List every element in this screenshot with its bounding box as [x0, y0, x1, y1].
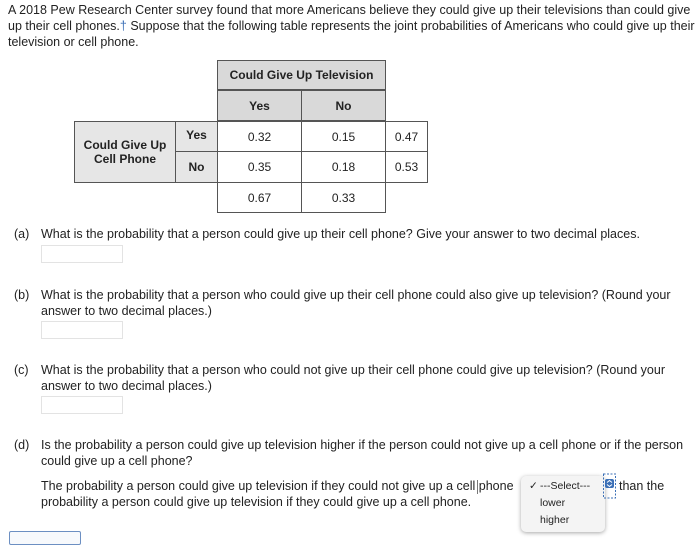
question-d-sentence-line2: probability a person could give up television if they could give up a cell phone.: [41, 495, 472, 509]
row-header-no: No: [175, 151, 218, 183]
dropdown-option-select-label: ---Select---: [540, 480, 591, 492]
intro-text: A 2018 Pew Research Center survey found that more Americans believe they could give up their televisions than could give up their cell phones.: [8, 3, 691, 33]
cell-no-no: 0.18: [301, 151, 386, 183]
dropdown-option-select[interactable]: [521, 478, 605, 494]
question-d-text: Is the probability a person could give up television higher if the person could not give up a cell phone or if the person could give up a cell phone?: [41, 438, 684, 468]
dropdown-option-lower[interactable]: [521, 495, 605, 511]
question-a-text: What is the probability that a person could give up their cell phone? Give your answer to two decimal places.: [41, 227, 640, 241]
question-c-label: (c): [14, 363, 29, 377]
question-d-label: (d): [14, 438, 30, 452]
col-header-yes: Yes: [217, 90, 302, 121]
footnote-dagger-link[interactable]: †: [119, 19, 127, 33]
cell-total-yes: 0.67: [217, 182, 302, 213]
question-a-label: (a): [14, 227, 30, 241]
cell-yes-total: 0.47: [385, 121, 428, 152]
question-d-than-text: than the: [619, 479, 665, 493]
question-b-label: (b): [14, 288, 30, 302]
question-b-text: What is the probability that a person who could give up their cell phone could also give up television? (Round your answer to two decimal places.): [41, 288, 671, 318]
answer-b-input[interactable]: [41, 321, 123, 339]
cell-total-no: 0.33: [301, 182, 386, 213]
cell-yes-no: 0.15: [301, 121, 386, 152]
select-spinner-icon[interactable]: [603, 473, 616, 499]
cell-no-total: 0.53: [385, 151, 428, 183]
col-header-television: Could Give Up Television: [217, 60, 386, 90]
col-header-no: No: [301, 90, 386, 121]
checkmark-icon: ✓: [529, 480, 538, 492]
row-header-cell-phone: Could Give Up Cell Phone: [74, 121, 176, 183]
answer-a-input[interactable]: [41, 245, 123, 263]
answer-d-select[interactable]: [477, 480, 481, 494]
dropdown-option-higher[interactable]: [521, 512, 605, 528]
cell-no-yes: 0.35: [217, 151, 302, 183]
submit-button[interactable]: [9, 531, 81, 545]
answer-c-input[interactable]: [41, 396, 123, 414]
problem-intro: [8, 2, 696, 50]
question-d-sentence-line1: The probability a person could give up television if they could not give up a cell phone: [41, 479, 514, 493]
dropdown-option-lower-label: lower: [540, 497, 566, 509]
cell-yes-yes: 0.32: [217, 121, 302, 152]
intro-text-2: Suppose that the following table represents the joint probabilities of Americans who could give up their television or cell phone.: [8, 19, 695, 49]
row-header-yes: Yes: [175, 121, 218, 152]
answer-d-dropdown-menu: [521, 476, 605, 532]
dropdown-option-higher-label: higher: [540, 514, 570, 526]
question-c-text: What is the probability that a person who could not give up their cell phone could give up television? (Round your answer to two decimal places.): [41, 363, 665, 393]
